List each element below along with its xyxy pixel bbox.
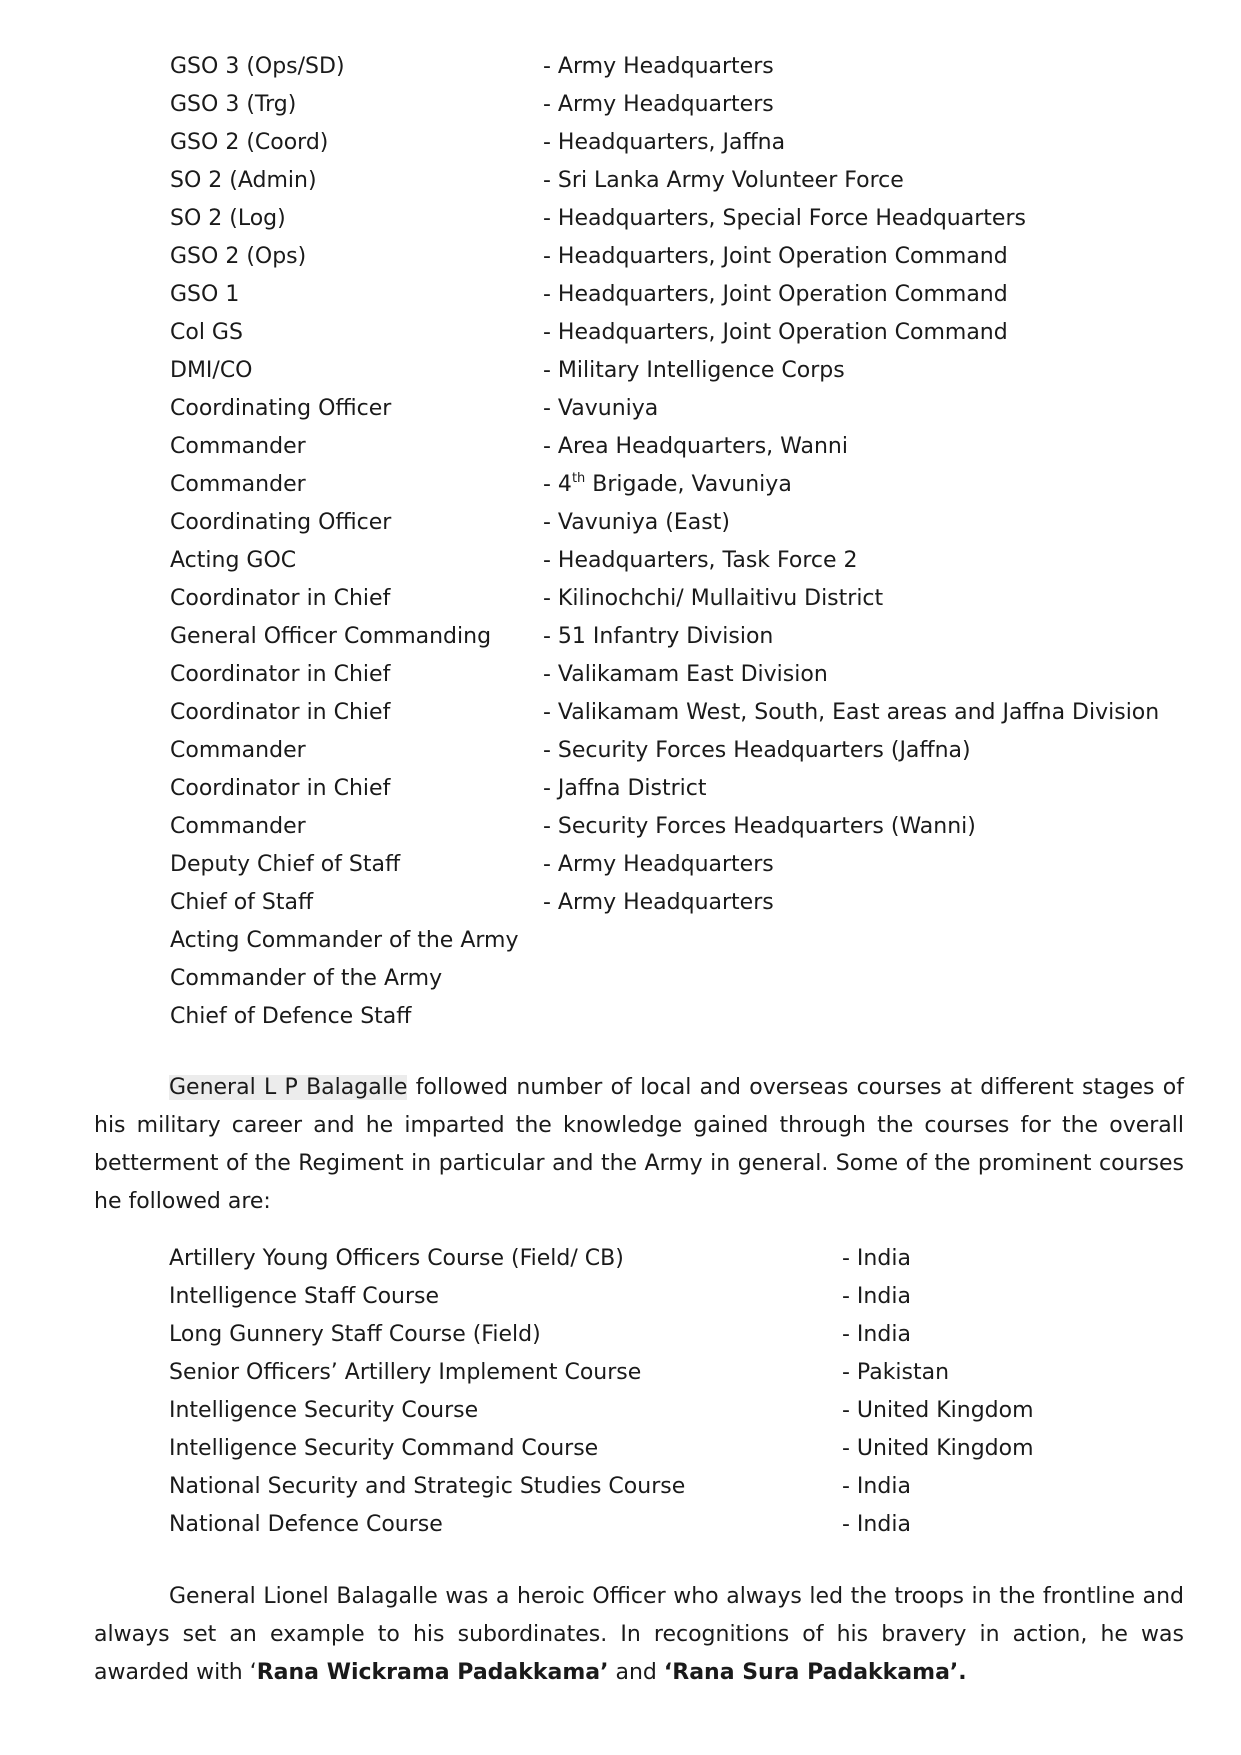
- appointment-unit: - Military Intelligence Corps: [543, 358, 845, 383]
- ordinal-superscript: th: [571, 471, 586, 486]
- course-country: - United Kingdom: [842, 1398, 1034, 1423]
- appointment-role: Chief of Defence Staff: [170, 1004, 412, 1029]
- appointment-row: [170, 48, 1170, 86]
- appointment-row: [170, 542, 1170, 580]
- appointment-unit: - Army Headquarters: [543, 890, 774, 915]
- appointment-unit: - 51 Infantry Division: [543, 624, 774, 649]
- appointment-row: [170, 124, 1170, 162]
- course-country: - India: [842, 1512, 911, 1537]
- courses-list: [169, 1240, 1169, 1544]
- appointment-unit: - Valikamam West, South, East areas and Jaffna Division: [543, 700, 1160, 725]
- appointment-role: GSO 3 (Trg): [170, 92, 297, 117]
- course-name: Senior Officers’ Artillery Implement Course: [169, 1360, 642, 1385]
- appointment-unit: - Valikamam East Division: [543, 662, 828, 687]
- course-row: [169, 1468, 1169, 1506]
- course-row: [169, 1278, 1169, 1316]
- unit-suffix: Brigade, Vavuniya: [585, 472, 792, 497]
- appointment-role: Coordinator in Chief: [170, 586, 391, 611]
- appointment-unit: - Army Headquarters: [543, 852, 774, 877]
- appointment-role: Commander: [170, 434, 306, 459]
- course-row: [169, 1506, 1169, 1544]
- appointment-role: SO 2 (Admin): [170, 168, 317, 193]
- appointment-row: [170, 960, 1170, 998]
- appointment-unit: - Sri Lanka Army Volunteer Force: [543, 168, 904, 193]
- appointment-row: [170, 808, 1170, 846]
- appointment-unit: - Headquarters, Joint Operation Command: [543, 282, 1008, 307]
- appointment-unit: - Jaffna District: [543, 776, 707, 801]
- appointment-row: [170, 314, 1170, 352]
- appointment-row: [170, 466, 1170, 504]
- appointment-role: General Officer Commanding: [170, 624, 492, 649]
- appointment-row: [170, 732, 1170, 770]
- course-row: [169, 1354, 1169, 1392]
- paragraph-text: followed number of local and overseas courses at different stages of his military career and he imparted the knowledge gained through the courses for the overall betterment of the Regiment in particular and the Army in general. Some of the prominent courses he followed are:: [94, 1075, 1185, 1214]
- course-row: [169, 1392, 1169, 1430]
- appointment-unit: - Headquarters, Task Force 2: [543, 548, 858, 573]
- appointment-role: GSO 2 (Ops): [170, 244, 307, 269]
- course-country: - India: [842, 1246, 911, 1271]
- appointment-unit: - Headquarters, Jaffna: [543, 130, 786, 155]
- appointment-unit: - Security Forces Headquarters (Jaffna): [543, 738, 971, 763]
- appointment-role: DMI/CO: [170, 358, 253, 383]
- appointment-role: Deputy Chief of Staff: [170, 852, 401, 877]
- appointment-row: [170, 770, 1170, 808]
- appointment-row: [170, 922, 1170, 960]
- appointment-row: [170, 86, 1170, 124]
- appointment-unit: - Headquarters, Joint Operation Command: [543, 244, 1008, 269]
- course-row: [169, 1316, 1169, 1354]
- course-name: Artillery Young Officers Course (Field/ CB): [169, 1246, 624, 1271]
- appointment-unit: - Kilinochchi/ Mullaitivu District: [543, 586, 884, 611]
- appointment-role: Chief of Staff: [170, 890, 314, 915]
- course-row: [169, 1240, 1169, 1278]
- course-name: National Defence Course: [169, 1512, 443, 1537]
- appointment-row: [170, 884, 1170, 922]
- appointment-role: GSO 3 (Ops/SD): [170, 54, 345, 79]
- appointment-row: [170, 618, 1170, 656]
- appointments-list: [170, 48, 1170, 1036]
- unit-prefix: - 4: [543, 472, 572, 497]
- officer-name-highlight: General L P Balagalle: [169, 1075, 408, 1100]
- appointment-role: Commander of the Army: [170, 966, 443, 991]
- appointment-role: Coordinating Officer: [170, 510, 392, 535]
- appointment-row: [170, 428, 1170, 466]
- appointment-row: [170, 276, 1170, 314]
- course-name: Intelligence Security Course: [169, 1398, 479, 1423]
- appointment-role: Commander: [170, 814, 306, 839]
- appointment-row: [170, 998, 1170, 1036]
- appointment-unit: - Vavuniya (East): [543, 510, 730, 535]
- appointment-role: GSO 2 (Coord): [170, 130, 329, 155]
- paragraph-text: and: [608, 1660, 664, 1685]
- appointment-unit: - Army Headquarters: [543, 54, 774, 79]
- appointment-role: Acting Commander of the Army: [170, 928, 519, 953]
- appointment-unit: - Security Forces Headquarters (Wanni): [543, 814, 976, 839]
- appointment-unit: - Headquarters, Joint Operation Command: [543, 320, 1008, 345]
- appointment-role: GSO 1: [170, 282, 240, 307]
- appointment-role: Coordinating Officer: [170, 396, 392, 421]
- appointment-row: [170, 352, 1170, 390]
- course-country: - India: [842, 1322, 911, 1347]
- appointment-role: Acting GOC: [170, 548, 297, 573]
- appointment-row: [170, 580, 1170, 618]
- award-name: Rana Wickrama Padakkama’: [256, 1660, 609, 1685]
- bravery-paragraph: [94, 1578, 1184, 1692]
- appointment-unit: - Area Headquarters, Wanni: [543, 434, 848, 459]
- course-country: - India: [842, 1284, 911, 1309]
- course-row: [169, 1430, 1169, 1468]
- appointment-role: Coordinator in Chief: [170, 662, 391, 687]
- appointment-role: Coordinator in Chief: [170, 776, 391, 801]
- course-country: - Pakistan: [842, 1360, 950, 1385]
- appointment-row: [170, 656, 1170, 694]
- appointment-row: [170, 162, 1170, 200]
- courses-intro-paragraph: [94, 1069, 1184, 1221]
- appointment-role: Col GS: [170, 320, 243, 345]
- appointment-unit: - Vavuniya: [543, 396, 659, 421]
- course-name: Intelligence Staff Course: [169, 1284, 440, 1309]
- appointment-unit: - Headquarters, Special Force Headquarters: [543, 206, 1026, 231]
- appointment-row: [170, 390, 1170, 428]
- appointment-role: Commander: [170, 472, 306, 497]
- award-name: ‘Rana Sura Padakkama’.: [663, 1660, 967, 1685]
- appointment-row: [170, 846, 1170, 884]
- course-name: Intelligence Security Command Course: [169, 1436, 599, 1461]
- paragraph-text: General Lionel Balagalle was a heroic Officer who always led the troops in the frontline and always set an example to his subordinates. In recognitions of his bravery in action, he was awarded with ‘: [94, 1584, 1184, 1685]
- appointment-row: [170, 504, 1170, 542]
- course-name: National Security and Strategic Studies Course: [169, 1474, 686, 1499]
- course-country: - United Kingdom: [842, 1436, 1034, 1461]
- appointment-row: [170, 238, 1170, 276]
- course-country: - India: [842, 1474, 911, 1499]
- course-name: Long Gunnery Staff Course (Field): [169, 1322, 541, 1347]
- appointment-role: SO 2 (Log): [170, 206, 286, 231]
- appointment-unit: [543, 466, 792, 504]
- appointment-unit: - Army Headquarters: [543, 92, 774, 117]
- appointment-role: Coordinator in Chief: [170, 700, 391, 725]
- appointment-role: Commander: [170, 738, 306, 763]
- appointment-row: [170, 200, 1170, 238]
- appointment-row: [170, 694, 1170, 732]
